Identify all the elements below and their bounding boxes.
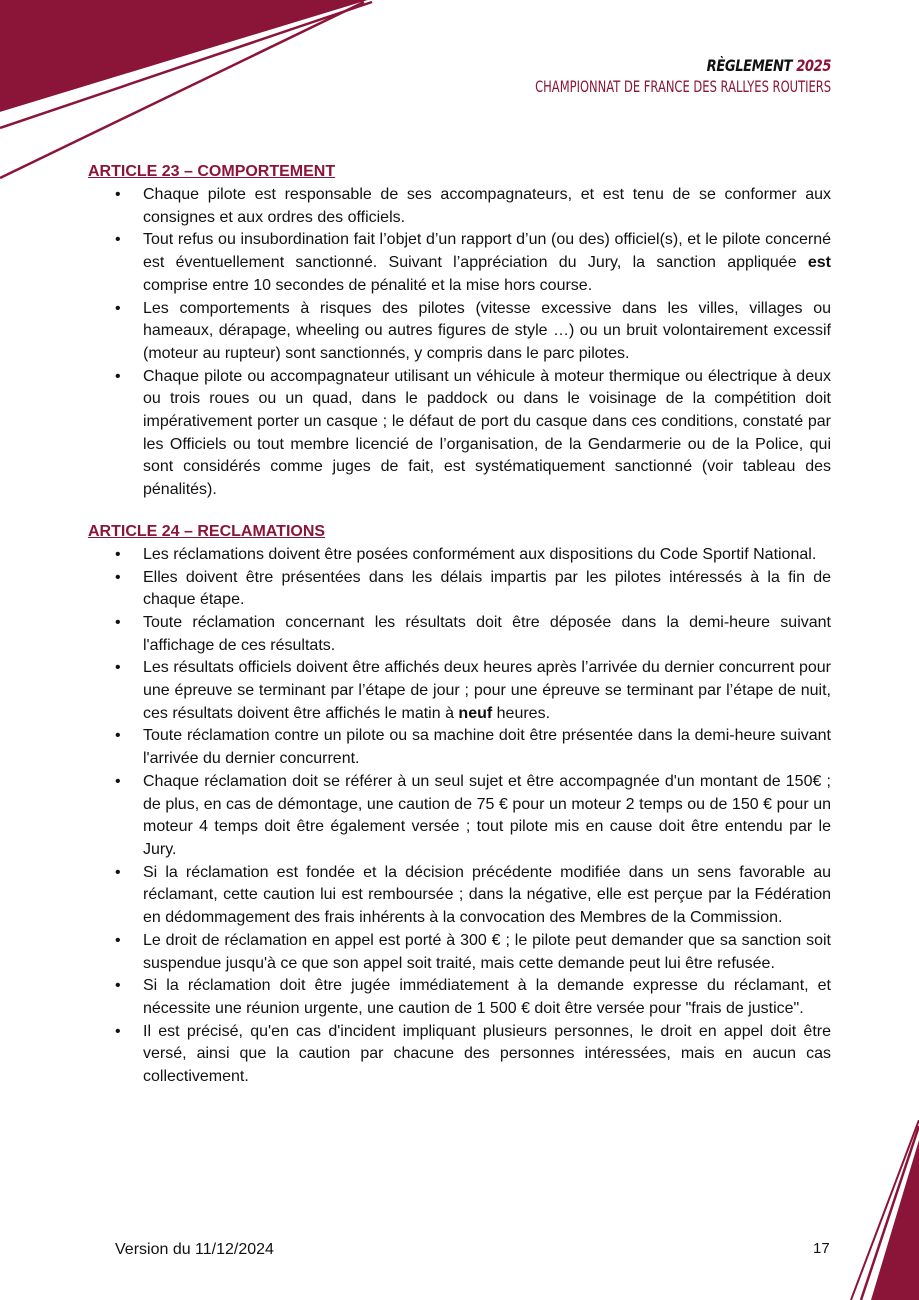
- item-text: Chaque réclamation doit se référer à un seul sujet et être accompagnée d'un montant de 150€ ; de plus, en cas de démontage, une caution de 75 € pour un moteur 2 temps ou de 150 € pour un moteur 4 temps doit être également versée ; tout pilote mis en cause doit être entendu par le Jury.: [143, 772, 831, 858]
- list-item: [88, 1021, 831, 1089]
- list-item: [88, 184, 831, 229]
- championship-name: CHAMPIONNAT DE FRANCE DES RALLYES ROUTIERS: [535, 77, 831, 96]
- item-text: Le droit de réclamation en appel est porté à 300 € ; le pilote peut demander que sa sanction soit suspendue jusqu'à ce que son appel soit traité, mais cette demande peut lui être refusée.: [143, 931, 831, 972]
- list-item: [88, 975, 831, 1020]
- item-text: Si la réclamation est fondée et la décision précédente modifiée dans un sens favorable au réclamant, cette caution lui est remboursée ; dans la négative, elle est perçue par la Fédération en dédommagement des frais inhérents à la convocation des Membres de la Commission.: [143, 863, 831, 927]
- list-item: [88, 612, 831, 657]
- list-item: [88, 771, 831, 862]
- item-text: Elles doivent être présentées dans les délais impartis par les pilotes intéressés à la fin de chaque étape.: [143, 568, 831, 609]
- item-text: Il est précisé, qu'en cas d'incident impliquant plusieurs personnes, le droit en appel doit être versé, ainsi que la caution par chacune des personnes intéressées, mais en aucun cas collectivement.: [143, 1022, 831, 1086]
- article-24-title: ARTICLE 24 – RECLAMATIONS: [88, 522, 326, 540]
- reglement-heading: [494, 56, 831, 76]
- article-23-list: [88, 184, 831, 502]
- item-text-before: Les résultats officiels doivent être affichés deux heures après l’arrivée du dernier concurrent pour une épreuve se terminant par l’étape de jour ; pour une épreuve se terminant par l’étape de nuit, ces résultats doivent être affichés le matin à: [143, 659, 831, 722]
- item-text: Si la réclamation doit être jugée immédiatement à la demande expresse du réclamant, et nécessite une réunion urgente, une caution de 1 500 € doit être versée pour "frais de justice".: [143, 977, 831, 1017]
- document-header: [420, 56, 831, 98]
- item-text: Toute réclamation contre un pilote ou sa machine doit être présentée dans la demi-heure suivant l'arrivée du dernier concurrent.: [143, 727, 831, 768]
- item-text: Chaque pilote ou accompagnateur utilisant un véhicule à moteur thermique ou électrique à deux ou trois roues ou un quad, dans le paddock ou dans le voisinage de la compétition doit impérativement porter un casque ; le défaut de port du casque dans ces conditions, constaté par les Officiels ou tout membre licencié de l’organisation, de la Gendarmerie ou de la Police, qui sont considérés comme juges de fait, est systématiquement sanctionné (voir tableau des pénalités).: [143, 367, 831, 499]
- list-item: [88, 298, 831, 366]
- list-item: [88, 725, 831, 770]
- list-item: [88, 567, 831, 612]
- item-text: Les réclamations doivent être posées conformément aux dispositions du Code Sportif National.: [143, 545, 817, 563]
- list-item: [88, 544, 831, 567]
- footer-version: Version du 11/12/2024: [115, 1241, 274, 1258]
- list-item: [88, 862, 831, 930]
- item-text-before: Tout refus ou insubordination fait l’objet d’un rapport d’un (ou des) officiel(s), et le pilote concerné est éventuellement sanctionné. Suivant l’appréciation du Jury, la sanction appliquée: [143, 231, 831, 272]
- page-number: 17: [813, 1240, 830, 1257]
- reglement-year: 2025: [796, 56, 831, 75]
- corner-decoration-bottom-right: [849, 1120, 919, 1300]
- list-item: [88, 366, 831, 502]
- list-item: [88, 930, 831, 975]
- list-item: [88, 229, 831, 297]
- item-text-after: comprise entre 10 secondes de pénalité et la mise hors course.: [143, 276, 593, 294]
- item-text-bold: neuf: [458, 704, 493, 722]
- item-text-after: heures.: [492, 704, 551, 722]
- reglement-label: RÈGLEMENT: [706, 56, 792, 75]
- list-item: [88, 657, 831, 725]
- item-text-bold: est: [807, 254, 831, 272]
- item-text: Toute réclamation concernant les résultats doit être déposée dans la demi-heure suivant l'affichage de ces résultats.: [143, 613, 831, 654]
- document-body: [88, 160, 831, 1089]
- article-24-list: [88, 544, 831, 1089]
- item-text: Les comportements à risques des pilotes (vitesse excessive dans les villes, villages ou hameaux, dérapage, wheeling ou autres figures de style …) ou un bruit volontairement excessif (moteur au rupteur) sont sanctionnés, y compris dans le parc pilotes.: [143, 299, 831, 362]
- item-text: Chaque pilote est responsable de ses accompagnateurs, et est tenu de se conformer aux consignes et aux ordres des officiels.: [143, 186, 831, 226]
- article-23-title: ARTICLE 23 – COMPORTEMENT: [88, 163, 336, 180]
